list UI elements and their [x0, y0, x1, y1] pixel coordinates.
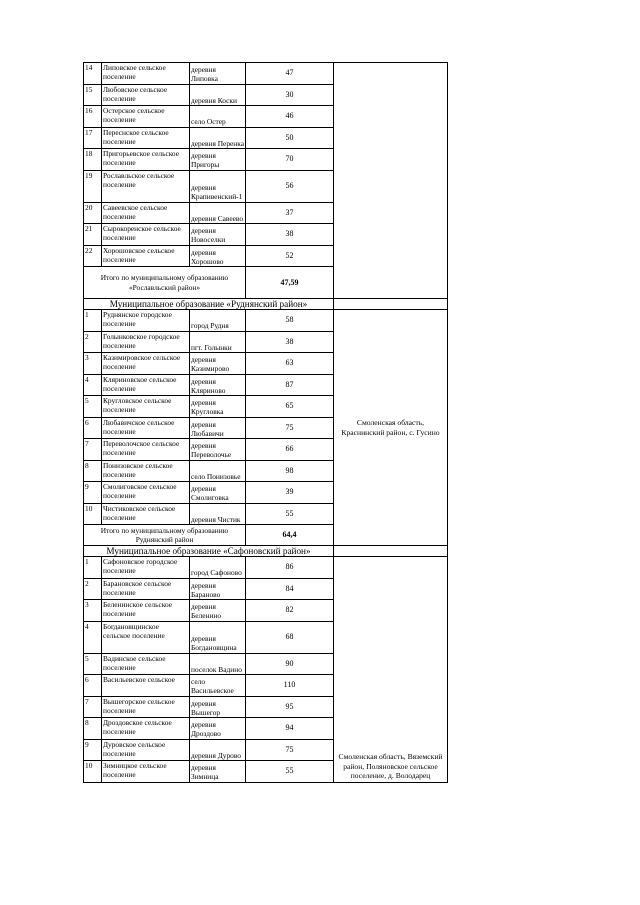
settlement-center: деревня Кляриново	[190, 374, 246, 396]
settlement-center: деревня Чистик	[190, 503, 246, 525]
row-number: 6	[84, 675, 102, 697]
settlement-name: Голынковское городское поселение	[102, 331, 190, 353]
settlement-name: Сырокоренское сельское поселение	[102, 224, 190, 246]
row-number: 6	[84, 417, 102, 439]
settlement-center: село Остер	[190, 106, 246, 128]
settlement-name: Сафоновское городское поселение	[102, 557, 190, 579]
total-label: Итого по муниципальному образованию Руднянский район	[84, 525, 246, 546]
settlement-center: деревня Дроздово	[190, 718, 246, 740]
row-number: 10	[84, 503, 102, 525]
settlement-center: город Сафоново	[190, 557, 246, 579]
settlement-name: Дуровское сельское поселение	[102, 739, 190, 761]
total-label: Итого по муниципальному образованию «Рославльский район»	[84, 267, 246, 299]
row-number: 8	[84, 460, 102, 482]
settlement-value: 52	[246, 245, 334, 267]
settlement-name: Васильевское сельское	[102, 675, 190, 697]
address-cell: Смоленская область, Краснинский район, с. Гусино	[334, 310, 448, 546]
row-number: 9	[84, 482, 102, 504]
table-row	[84, 310, 448, 332]
settlement-name: Зимницкое сельское поселение	[102, 761, 190, 783]
settlement-value: 63	[246, 353, 334, 375]
row-number: 17	[84, 127, 102, 149]
settlement-center: деревня Перенка	[190, 127, 246, 149]
settlement-center: деревня Смолиговка	[190, 482, 246, 504]
settlement-value: 30	[246, 84, 334, 106]
settlement-value: 90	[246, 653, 334, 675]
settlement-name: Хорошовское сельское поселение	[102, 245, 190, 267]
settlement-value: 98	[246, 460, 334, 482]
settlement-value: 68	[246, 621, 334, 653]
settlement-center: село Васильевское	[190, 675, 246, 697]
section-header-row	[84, 299, 448, 310]
settlement-center: деревня Липовка	[190, 63, 246, 85]
settlement-center: деревня Вышегор	[190, 696, 246, 718]
section-header: Муниципальное образование «Руднянский район»	[84, 299, 334, 310]
section-header-row	[84, 546, 448, 557]
row-number: 16	[84, 106, 102, 128]
settlement-value: 84	[246, 578, 334, 600]
row-number: 8	[84, 718, 102, 740]
empty-cell	[334, 546, 448, 557]
row-number: 18	[84, 149, 102, 171]
settlement-value: 75	[246, 739, 334, 761]
settlement-name: Пригорьевское сельское поселение	[102, 149, 190, 171]
settlement-name: Кругловское сельское поселение	[102, 396, 190, 418]
row-number: 7	[84, 696, 102, 718]
row-number: 5	[84, 653, 102, 675]
settlement-name: Дроздовское сельское поселение	[102, 718, 190, 740]
settlement-name: Казимировское сельское поселение	[102, 353, 190, 375]
settlement-value: 66	[246, 439, 334, 461]
settlement-center: деревня Савеево	[190, 202, 246, 224]
settlement-name: Переволочское сельское поселение	[102, 439, 190, 461]
section-header: Муниципальное образование «Сафоновский район»	[84, 546, 334, 557]
settlement-value: 87	[246, 374, 334, 396]
row-number: 21	[84, 224, 102, 246]
settlement-center: поселок Вадино	[190, 653, 246, 675]
settlement-center: деревня Пригоры	[190, 149, 246, 171]
settlement-center: село Понизовье	[190, 460, 246, 482]
settlement-center: деревня Зимница	[190, 761, 246, 783]
settlement-name: Савеевское сельское поселение	[102, 202, 190, 224]
settlement-center: деревня Крапивенский-1	[190, 170, 246, 202]
settlement-name: Любавичское сельское поселение	[102, 417, 190, 439]
settlement-center: деревня Бараново	[190, 578, 246, 600]
settlement-name: Вадинское сельское поселение	[102, 653, 190, 675]
settlement-center: деревня Переволочье	[190, 439, 246, 461]
row-number: 14	[84, 63, 102, 85]
settlement-value: 95	[246, 696, 334, 718]
settlement-center: деревня Коски	[190, 84, 246, 106]
address-cell: Смоленская область, Вяземский район, Поляновское сельское поселение, д. Володарец	[334, 557, 448, 783]
row-number: 3	[84, 600, 102, 622]
settlement-center: деревня Дурово	[190, 739, 246, 761]
row-number: 2	[84, 331, 102, 353]
table-row	[84, 557, 448, 579]
settlement-center: пгт. Голынки	[190, 331, 246, 353]
settlement-name: Понизовское сельское поселение	[102, 460, 190, 482]
settlement-value: 56	[246, 170, 334, 202]
settlement-name: Любовское сельское поселение	[102, 84, 190, 106]
settlement-value: 37	[246, 202, 334, 224]
settlement-name: Барановское сельское поселение	[102, 578, 190, 600]
row-number: 5	[84, 396, 102, 418]
settlement-value: 50	[246, 127, 334, 149]
settlement-value: 58	[246, 310, 334, 332]
settlement-center: деревня Казимирово	[190, 353, 246, 375]
row-number: 3	[84, 353, 102, 375]
row-number: 4	[84, 374, 102, 396]
settlements-table	[83, 62, 448, 783]
settlement-value: 46	[246, 106, 334, 128]
settlement-center: город Рудня	[190, 310, 246, 332]
settlement-value: 110	[246, 675, 334, 697]
row-number: 10	[84, 761, 102, 783]
row-number: 15	[84, 84, 102, 106]
settlement-value: 38	[246, 224, 334, 246]
settlement-value: 82	[246, 600, 334, 622]
row-number: 19	[84, 170, 102, 202]
total-value: 64,4	[246, 525, 334, 546]
settlement-value: 47	[246, 63, 334, 85]
row-number: 2	[84, 578, 102, 600]
settlement-name: Чистиковское сельское поселение	[102, 503, 190, 525]
settlement-value: 65	[246, 396, 334, 418]
settlement-name: Богдановщинское сельское поселение	[102, 621, 190, 653]
settlement-center: деревня Богдановщина	[190, 621, 246, 653]
settlement-name: Руднянское городское поселение	[102, 310, 190, 332]
total-value: 47,59	[246, 267, 334, 299]
table-row	[84, 63, 448, 85]
settlement-value: 55	[246, 503, 334, 525]
settlement-center: деревня Любавичи	[190, 417, 246, 439]
settlement-name: Остерское сельское поселение	[102, 106, 190, 128]
address-cell-empty	[334, 63, 448, 299]
settlement-name: Смолиговское сельское поселение	[102, 482, 190, 504]
settlements-table-body	[84, 63, 448, 783]
settlement-name: Беленинское сельское поселение	[102, 600, 190, 622]
row-number: 1	[84, 310, 102, 332]
settlement-value: 55	[246, 761, 334, 783]
row-number: 20	[84, 202, 102, 224]
row-number: 7	[84, 439, 102, 461]
settlement-center: деревня Хорошово	[190, 245, 246, 267]
settlement-center: деревня Новоселки	[190, 224, 246, 246]
settlement-center: деревня Беленино	[190, 600, 246, 622]
settlement-name: Липовское сельское поселение	[102, 63, 190, 85]
settlement-name: Вышегорское сельское поселение	[102, 696, 190, 718]
empty-cell	[334, 299, 448, 310]
settlement-center: деревня Кругловка	[190, 396, 246, 418]
settlement-value: 70	[246, 149, 334, 171]
settlement-value: 94	[246, 718, 334, 740]
settlement-value: 86	[246, 557, 334, 579]
settlement-value: 39	[246, 482, 334, 504]
settlement-value: 38	[246, 331, 334, 353]
settlement-name: Кляриновское сельское поселение	[102, 374, 190, 396]
settlement-name: Переснское сельское поселение	[102, 127, 190, 149]
settlement-value: 75	[246, 417, 334, 439]
row-number: 1	[84, 557, 102, 579]
row-number: 9	[84, 739, 102, 761]
settlement-name: Рославльское сельское поселение	[102, 170, 190, 202]
row-number: 4	[84, 621, 102, 653]
row-number: 22	[84, 245, 102, 267]
